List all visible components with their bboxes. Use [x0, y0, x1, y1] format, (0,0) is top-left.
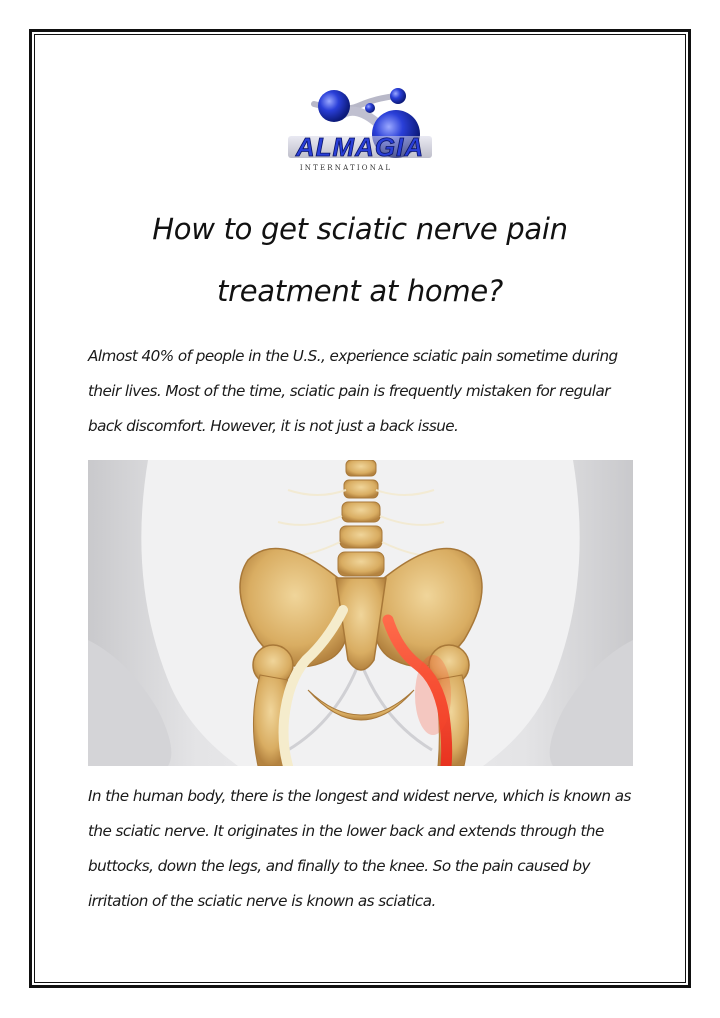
- page-title-line-2: treatment at home?: [217, 274, 503, 308]
- sciatic-nerve-illustration: [88, 460, 633, 766]
- almagia-logo: [284, 84, 436, 184]
- logo-subtitle: INTERNATIONAL: [299, 164, 393, 172]
- intro-paragraph: Almost 40% of people in the U.S., experience sciatic pain sometime during their lives. Most of the time, sciatic pain is frequently mistaken for regular back discomfort. However, it is not just a back issue.: [88, 347, 618, 435]
- page-title-line-1: How to get sciatic nerve pain: [152, 212, 568, 246]
- body-paragraph: In the human body, there is the longest and widest nerve, which is known as the sciatic nerve. It originates in the lower back and extends through the buttocks, down the legs, and finally to the knee. So the pain caused by irritation of the sciatic nerve is known as sciatica.: [88, 787, 631, 910]
- logo-wordmark: ALMAGIA: [295, 132, 425, 162]
